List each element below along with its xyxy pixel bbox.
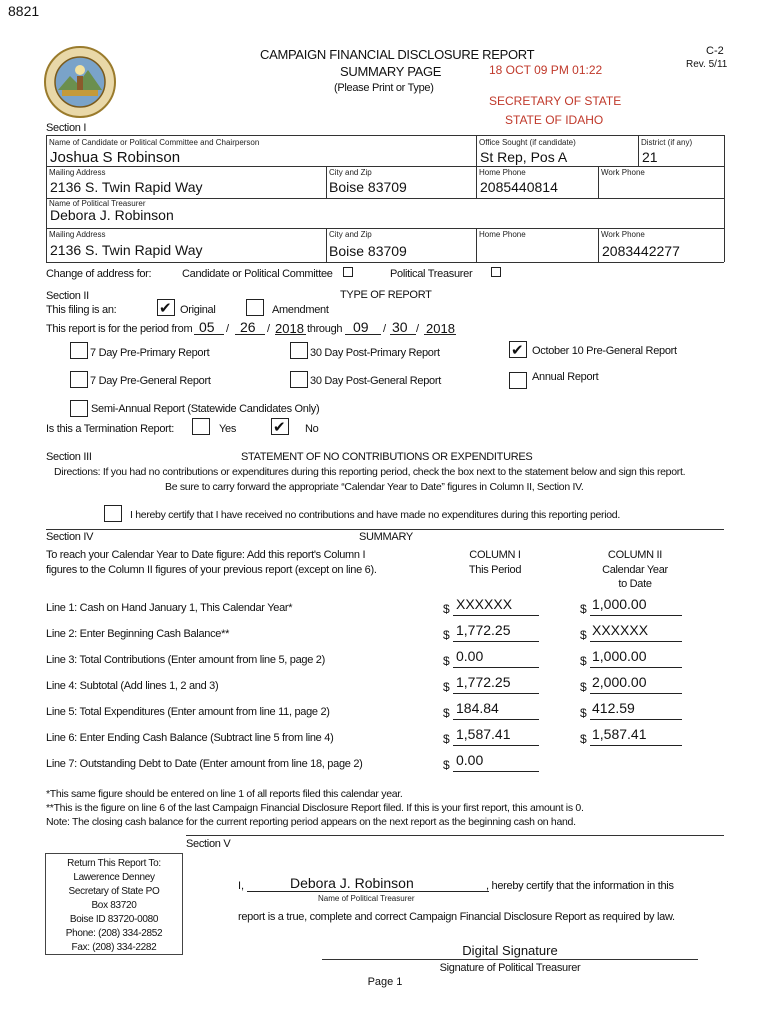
date-separator: /	[383, 323, 387, 335]
7day-pre-primary-label: 7 Day Pre-Primary Report	[90, 347, 210, 359]
received-stamp-date: 18 OCT 09 PM 01:22	[489, 63, 603, 77]
summary-line-label: Line 6: Enter Ending Cash Balance (Subtract line 5 from line 4)	[46, 732, 334, 744]
certify-tail: , hereby certify that the information in this	[486, 880, 674, 892]
annual-report-label: Annual Report	[532, 371, 599, 383]
no-activity-certify-text: I hereby certify that I have received no contributions and have made no expenditures during this reporting period.	[130, 509, 620, 521]
currency-sign: $	[443, 732, 450, 746]
column-1-value-field[interactable]: 0.00	[456, 752, 484, 768]
column-2-value-field[interactable]: 1,000.00	[592, 648, 647, 664]
summary-intro-1: To reach your Calendar Year to Date figure: Add this report's Column I	[46, 549, 366, 561]
candidate-name-field[interactable]: Joshua S Robinson	[50, 149, 181, 166]
page-number: Page 1	[367, 976, 403, 988]
summary-line-label: Line 3: Total Contributions (Enter amount from line 5, page 2)	[46, 654, 325, 666]
column-2-value-field[interactable]: 2,000.00	[592, 674, 647, 690]
currency-sign: $	[443, 758, 450, 772]
treasurer-work-phone-field[interactable]: 2083442277	[602, 243, 680, 259]
summary-line-label: Line 7: Outstanding Debt to Date (Enter amount from line 18, page 2)	[46, 758, 363, 770]
change-address-label: Change of address for:	[46, 268, 152, 280]
form-revision: Rev. 5/11	[686, 59, 728, 70]
from-month-field[interactable]: 05	[199, 319, 215, 335]
report-subtitle: SUMMARY PAGE	[340, 64, 442, 79]
office-field[interactable]: St Rep, Pos A	[480, 149, 568, 165]
form-code: C-2	[706, 45, 724, 57]
change-candidate-checkbox[interactable]	[343, 267, 353, 277]
district-label: District (if any)	[641, 138, 693, 147]
currency-sign: $	[580, 654, 587, 668]
treasurer-home-phone-label: Home Phone	[479, 230, 526, 239]
section-3-carry-forward: Be sure to carry forward the appropriate “Calendar Year to Date” figures in Column II, Section IV.	[165, 481, 584, 493]
period-label: This report is for the period from	[46, 323, 193, 335]
received-stamp-state: STATE OF IDAHO	[505, 113, 604, 127]
amendment-checkbox[interactable]	[246, 299, 264, 316]
treasurer-field[interactable]: Debora J. Robinson	[50, 207, 174, 223]
30day-post-primary-checkbox[interactable]	[290, 342, 308, 359]
filing-label: This filing is an:	[46, 304, 117, 316]
column-1-value-field[interactable]: 1,772.25	[456, 674, 511, 690]
30day-post-general-label: 30 Day Post-General Report	[310, 375, 441, 387]
original-label: Original	[180, 304, 216, 316]
termination-yes-checkbox[interactable]	[192, 418, 210, 435]
7day-pre-general-label: 7 Day Pre-General Report	[90, 375, 211, 387]
return-address-line: Secretary of State PO	[68, 886, 160, 897]
treasurer-mailing-field[interactable]: 2136 S. Twin Rapid Way	[50, 242, 203, 258]
return-address-line: Box 83720	[91, 900, 137, 911]
date-separator: /	[226, 323, 230, 335]
change-treasurer-label: Political Treasurer	[390, 268, 473, 280]
column-2-value-field[interactable]: XXXXXX	[592, 622, 649, 638]
return-address-line: Fax: (208) 334-2282	[71, 942, 157, 953]
currency-sign: $	[580, 732, 587, 746]
currency-sign: $	[443, 680, 450, 694]
section-4-label: Section IV	[46, 531, 94, 543]
summary-line-label: Line 5: Total Expenditures (Enter amount from line 11, page 2)	[46, 706, 330, 718]
home-phone-field[interactable]: 2085440814	[480, 179, 558, 195]
certify-statement: report is a true, complete and correct Campaign Financial Disclosure Report as required by law.	[238, 911, 675, 923]
termination-yes-label: Yes	[219, 423, 237, 435]
termination-no-checkbox[interactable]	[271, 418, 289, 435]
work-phone-label: Work Phone	[601, 168, 645, 177]
semi-annual-label: Semi-Annual Report (Statewide Candidates Only)	[91, 403, 320, 415]
termination-label: Is this a Termination Report:	[46, 423, 175, 435]
return-address-line: Phone: (208) 334-2852	[65, 928, 163, 939]
signer-caption: Name of Political Treasurer	[318, 894, 415, 903]
return-address-line: Boise ID 83720-0080	[69, 914, 159, 925]
currency-sign: $	[580, 628, 587, 642]
state-seal-icon	[44, 46, 116, 118]
column-1-value-field[interactable]: 184.84	[456, 700, 499, 716]
return-address-line: Lawerence Denney	[73, 872, 155, 883]
type-of-report-heading: TYPE OF REPORT	[340, 289, 432, 301]
mailing-label: Mailing Address	[49, 168, 106, 177]
footnote-3: Note: The closing cash balance for the current reporting period appears on the next report as the beginning cash on hand.	[46, 816, 576, 828]
oct10-pre-general-checkbox[interactable]	[509, 341, 527, 358]
footnote-1: *This same figure should be entered on line 1 of all reports filed this calendar year.	[46, 788, 403, 800]
to-year-field[interactable]: 2018	[426, 321, 455, 336]
column-2-subheading-2: to Date	[618, 578, 652, 590]
treasurer-mailing-label: Mailing Address	[49, 230, 106, 239]
signer-name-field[interactable]: Debora J. Robinson	[290, 875, 414, 891]
treasurer-city-label: City and Zip	[329, 230, 372, 239]
check-icon: ✔	[511, 341, 524, 359]
district-field[interactable]: 21	[642, 149, 658, 165]
amendment-label: Amendment	[272, 304, 329, 316]
no-activity-checkbox[interactable]	[104, 505, 122, 522]
original-checkbox[interactable]	[157, 299, 175, 316]
change-candidate-label: Candidate or Political Committee	[182, 268, 333, 280]
column-1-value-field[interactable]: 0.00	[456, 648, 484, 664]
oct10-pre-general-label: October 10 Pre-General Report	[532, 345, 677, 357]
section-2-label: Section II	[46, 290, 89, 302]
to-month-field[interactable]: 09	[353, 319, 369, 335]
currency-sign: $	[443, 654, 450, 668]
summary-line-label: Line 4: Subtotal (Add lines 1, 2 and 3)	[46, 680, 219, 692]
column-2-heading: COLUMN II	[607, 549, 663, 561]
treasurer-work-phone-label: Work Phone	[601, 230, 645, 239]
report-title: CAMPAIGN FINANCIAL DISCLOSURE REPORT	[260, 47, 535, 62]
mailing-field[interactable]: 2136 S. Twin Rapid Way	[50, 179, 203, 195]
column-1-subheading: This Period	[468, 564, 522, 576]
date-separator: /	[416, 323, 420, 335]
section-3-heading: STATEMENT OF NO CONTRIBUTIONS OR EXPENDITURES	[241, 451, 533, 463]
column-1-value-field[interactable]: XXXXXX	[456, 596, 513, 612]
treasurer-city-field[interactable]: Boise 83709	[329, 243, 407, 259]
city-field[interactable]: Boise 83709	[329, 179, 407, 195]
form-id: 8821	[8, 3, 40, 19]
from-day-field[interactable]: 26	[240, 319, 256, 335]
summary-intro-2: figures to the Column II figures of your previous report (except on line 6).	[46, 564, 377, 576]
city-label: City and Zip	[329, 168, 372, 177]
currency-sign: $	[580, 680, 587, 694]
return-address-line: Return This Report To:	[67, 858, 161, 869]
currency-sign: $	[443, 706, 450, 720]
print-instruction: (Please Print or Type)	[334, 82, 434, 94]
section-1-label: Section I	[46, 122, 87, 134]
currency-sign: $	[443, 602, 450, 616]
summary-line-label: Line 2: Enter Beginning Cash Balance**	[46, 628, 230, 640]
to-day-field[interactable]: 30	[392, 319, 408, 335]
check-icon: ✔	[273, 418, 286, 436]
change-treasurer-checkbox[interactable]	[491, 267, 501, 277]
candidate-name-label: Name of Candidate or Political Committee and Chairperson	[49, 138, 260, 147]
column-2-subheading: Calendar Year	[602, 564, 668, 576]
check-icon: ✔	[159, 299, 172, 317]
section-3-directions: Directions: If you had no contributions or expenditures during this reporting period, check the box next to the statement below and sign this report.	[54, 466, 686, 478]
section-3-label: Section III	[46, 451, 92, 463]
signature-caption: Signature of Political Treasurer	[439, 962, 581, 974]
from-year-field[interactable]: 2018	[275, 321, 304, 336]
section-5-label: Section V	[186, 838, 231, 850]
summary-line-label: Line 1: Cash on Hand January 1, This Calendar Year*	[46, 602, 293, 614]
30day-post-primary-label: 30 Day Post-Primary Report	[310, 347, 440, 359]
home-phone-label: Home Phone	[479, 168, 526, 177]
date-separator: /	[267, 323, 271, 335]
certify-i: I,	[238, 880, 245, 892]
column-2-value-field[interactable]: 1,000.00	[592, 596, 647, 612]
column-2-value-field[interactable]: 412.59	[592, 700, 635, 716]
annual-report-checkbox[interactable]	[509, 372, 527, 389]
received-stamp-office: SECRETARY OF STATE	[489, 94, 622, 108]
column-1-heading: COLUMN I	[469, 549, 521, 561]
summary-heading: SUMMARY	[359, 531, 413, 543]
7day-pre-general-checkbox[interactable]	[70, 371, 88, 388]
7day-pre-primary-checkbox[interactable]	[70, 342, 88, 359]
column-1-value-field[interactable]: 1,772.25	[456, 622, 511, 638]
signature-field[interactable]: Digital Signature	[462, 943, 558, 958]
footnote-2: **This is the figure on line 6 of the last Campaign Financial Disclosure Report filed. If this is your first report, this amount is 0.	[46, 802, 584, 814]
treasurer-label: Name of Political Treasurer	[49, 199, 146, 208]
currency-sign: $	[443, 628, 450, 642]
termination-no-label: No	[305, 423, 319, 435]
semi-annual-checkbox[interactable]	[70, 400, 88, 417]
through-label: through	[307, 323, 343, 335]
30day-post-general-checkbox[interactable]	[290, 371, 308, 388]
column-2-value-field[interactable]: 1,587.41	[592, 726, 647, 742]
currency-sign: $	[580, 602, 587, 616]
office-label: Office Sought (if candidate)	[479, 138, 576, 147]
currency-sign: $	[580, 706, 587, 720]
column-1-value-field[interactable]: 1,587.41	[456, 726, 511, 742]
return-address-box	[45, 853, 183, 955]
